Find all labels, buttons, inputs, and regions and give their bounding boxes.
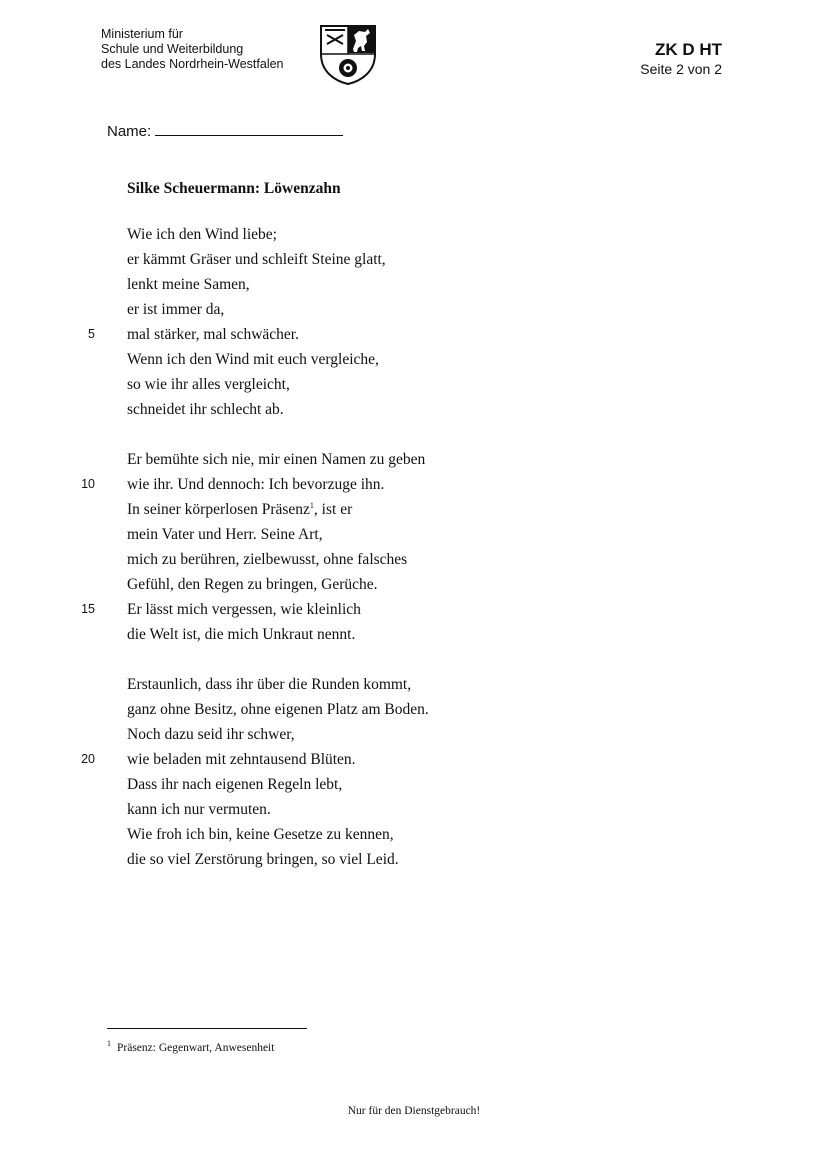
poem-line: Wie ich den Wind liebe;	[127, 226, 277, 243]
ministry-line: des Landes Nordrhein-Westfalen	[101, 57, 284, 71]
poem-line: so wie ihr alles vergleicht,	[127, 376, 290, 393]
poem-line: Erstaunlich, dass ihr über die Runden kommt,	[127, 676, 412, 693]
footnote-divider	[107, 1028, 307, 1029]
exam-code: ZK D HT	[654, 40, 722, 59]
footnote-marker: 1	[309, 500, 314, 510]
footer-note: Nur für den Dienstgebrauch!	[347, 1105, 481, 1117]
nrw-coat-of-arms-icon	[319, 24, 377, 86]
poem-line: Dass ihr nach eigenen Regeln lebt,	[127, 776, 343, 793]
exam-code-block	[640, 40, 722, 78]
poem-line: er ist immer da,	[127, 301, 225, 318]
name-field	[107, 121, 343, 140]
poem-line: schneidet ihr schlecht ab.	[127, 401, 284, 418]
poem-line: mich zu berühren, zielbewusst, ohne falsches	[127, 551, 408, 568]
poem-line: 10 wie ihr. Und dennoch: Ich bevorzuge ihn.	[0, 472, 828, 497]
poem-body	[0, 222, 828, 872]
poem-line: Gefühl, den Regen zu bringen, Gerüche.	[127, 576, 378, 593]
poem-line: kann ich nur vermuten.	[127, 801, 271, 818]
footnote	[107, 1039, 274, 1054]
poem-line: Noch dazu seid ihr schwer,	[127, 726, 295, 743]
poem-line: mein Vater und Herr. Seine Art,	[127, 526, 323, 543]
poem-line: 15 Er lässt mich vergessen, wie kleinlich	[0, 597, 828, 622]
poem-title: Silke Scheuermann: Löwenzahn	[127, 180, 341, 197]
ministry-line: Ministerium für	[101, 27, 183, 41]
poem-line: Er bemühte sich nie, mir einen Namen zu geben	[127, 451, 426, 468]
poem-line: Wenn ich den Wind mit euch vergleiche,	[127, 351, 379, 368]
poem-line: er kämmt Gräser und schleift Steine glatt,	[127, 251, 386, 268]
ministry-name	[101, 27, 284, 72]
poem-line: 20 wie beladen mit zehntausend Blüten.	[0, 747, 828, 772]
poem-line: 5 mal stärker, mal schwächer.	[0, 322, 828, 347]
footnote-number: 1	[107, 1039, 111, 1048]
ministry-line: Schule und Weiterbildung	[101, 42, 244, 56]
poem-line: die so viel Zerstörung bringen, so viel Leid.	[127, 851, 399, 868]
poem-line: In seiner körperlosen Präsenz$^1$, ist er	[127, 500, 353, 518]
poem-line: ganz ohne Besitz, ohne eigenen Platz am Boden.	[127, 701, 429, 718]
line-number: 15	[81, 602, 95, 616]
page-info: Seite 2 von 2	[640, 61, 722, 77]
line-number: 20	[81, 752, 95, 766]
poem-line: lenkt meine Samen,	[127, 276, 250, 293]
footnote-text: Präsenz: Gegenwart, Anwesenheit	[117, 1041, 275, 1054]
line-number: 5	[88, 327, 95, 341]
stanza-gap	[0, 422, 828, 447]
poem-line: Wie froh ich bin, keine Gesetze zu kennen,	[127, 826, 394, 843]
name-blank-line	[155, 121, 343, 136]
name-label: Name:	[107, 123, 152, 140]
line-number: 10	[81, 477, 95, 491]
stanza-gap	[0, 647, 828, 672]
poem-line: die Welt ist, die mich Unkraut nennt.	[127, 626, 356, 643]
